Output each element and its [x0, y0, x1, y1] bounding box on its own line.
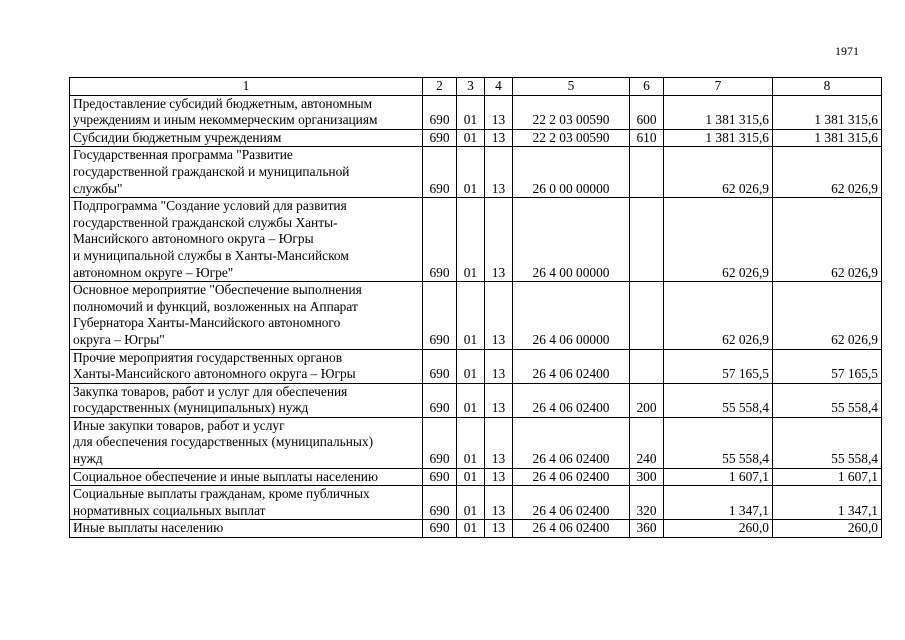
column-header-7: 7 — [664, 78, 773, 96]
subsection-cell: 13 — [485, 468, 513, 486]
expense-type-cell — [630, 282, 664, 349]
amount-col8-cell: 1 347,1 — [773, 486, 882, 520]
row-name-line: Иные выплаты населению — [73, 520, 224, 536]
row-name-line: Субсидии бюджетным учреждениям — [73, 129, 282, 145]
row-name-cell — [70, 147, 423, 198]
subsection-cell: 13 — [485, 383, 513, 417]
row-name-line: Иные закупки товаров, работ и услуг — [73, 417, 285, 433]
target-article-cell: 26 4 06 02400 — [513, 417, 630, 468]
row-name-line: учреждениям и иным некоммерческим организациям — [73, 112, 378, 128]
section-cell: 01 — [457, 198, 485, 282]
target-article-cell: 26 4 06 02400 — [513, 486, 630, 520]
table-row — [70, 417, 882, 468]
subsection-cell: 13 — [485, 282, 513, 349]
section-cell: 01 — [457, 349, 485, 383]
admin-code-cell: 690 — [423, 95, 457, 129]
row-name-line: Социальные выплаты гражданам, кроме публичных — [73, 486, 370, 502]
row-name-line: Предоставление субсидий бюджетным, автономным — [73, 95, 373, 111]
target-article-cell: 26 4 06 02400 — [513, 349, 630, 383]
admin-code-cell: 690 — [423, 129, 457, 147]
column-header-5: 5 — [513, 78, 630, 96]
table-row — [70, 520, 882, 538]
target-article-cell: 26 4 06 02400 — [513, 520, 630, 538]
row-name-cell — [70, 349, 423, 383]
subsection-cell: 13 — [485, 147, 513, 198]
expense-type-cell: 300 — [630, 468, 664, 486]
section-cell: 01 — [457, 383, 485, 417]
admin-code-cell: 690 — [423, 282, 457, 349]
amount-col8-cell: 62 026,9 — [773, 147, 882, 198]
section-cell: 01 — [457, 129, 485, 147]
column-header-2: 2 — [423, 78, 457, 96]
amount-col7-cell: 1 381 315,6 — [664, 95, 773, 129]
admin-code-cell: 690 — [423, 349, 457, 383]
subsection-cell: 13 — [485, 349, 513, 383]
expense-type-cell — [630, 198, 664, 282]
admin-code-cell: 690 — [423, 417, 457, 468]
admin-code-cell: 690 — [423, 468, 457, 486]
row-name-line: Подпрограмма "Создание условий для развития — [73, 198, 347, 214]
section-cell: 01 — [457, 520, 485, 538]
row-name-cell — [70, 198, 423, 282]
target-article-cell: 26 4 06 02400 — [513, 383, 630, 417]
amount-col7-cell: 1 347,1 — [664, 486, 773, 520]
row-name-cell — [70, 468, 423, 486]
column-header-1: 1 — [70, 78, 423, 96]
row-name-line: Мансийского автономного округа – Югры — [73, 231, 314, 247]
row-name-line: Социальное обеспечение и иные выплаты населению — [73, 468, 378, 484]
row-name-cell — [70, 282, 423, 349]
column-number-row — [70, 78, 882, 96]
expense-type-cell: 320 — [630, 486, 664, 520]
row-name-line: государственной гражданской и муниципальной — [73, 163, 350, 179]
amount-col7-cell: 1 607,1 — [664, 468, 773, 486]
row-name-line: и муниципальной службы в Ханты-Мансийском — [73, 247, 349, 263]
target-article-cell: 26 0 00 00000 — [513, 147, 630, 198]
admin-code-cell: 690 — [423, 147, 457, 198]
amount-col7-cell: 260,0 — [664, 520, 773, 538]
amount-col8-cell: 55 558,4 — [773, 417, 882, 468]
amount-col7-cell: 1 381 315,6 — [664, 129, 773, 147]
amount-col7-cell: 62 026,9 — [664, 198, 773, 282]
expense-type-cell: 610 — [630, 129, 664, 147]
section-cell: 01 — [457, 282, 485, 349]
row-name-line: службы" — [73, 180, 123, 196]
subsection-cell: 13 — [485, 417, 513, 468]
column-header-3: 3 — [457, 78, 485, 96]
section-cell: 01 — [457, 147, 485, 198]
row-name-line: нормативных социальных выплат — [73, 502, 266, 518]
row-name-line: государственной гражданской службы Ханты- — [73, 214, 338, 230]
amount-col7-cell: 55 558,4 — [664, 417, 773, 468]
table-row — [70, 349, 882, 383]
row-name-cell — [70, 129, 423, 147]
amount-col8-cell: 260,0 — [773, 520, 882, 538]
row-name-line: государственных (муниципальных) нужд — [73, 400, 309, 416]
row-name-cell — [70, 520, 423, 538]
target-article-cell: 26 4 00 00000 — [513, 198, 630, 282]
table-row — [70, 147, 882, 198]
row-name-cell — [70, 486, 423, 520]
table-row — [70, 468, 882, 486]
row-name-line: Губернатора Ханты-Мансийского автономного — [73, 315, 341, 331]
amount-col7-cell: 62 026,9 — [664, 147, 773, 198]
admin-code-cell: 690 — [423, 520, 457, 538]
subsection-cell: 13 — [485, 486, 513, 520]
expense-type-cell — [630, 147, 664, 198]
target-article-cell: 26 4 06 00000 — [513, 282, 630, 349]
amount-col8-cell: 57 165,5 — [773, 349, 882, 383]
row-name-cell — [70, 417, 423, 468]
amount-col8-cell: 55 558,4 — [773, 383, 882, 417]
column-header-8: 8 — [773, 78, 882, 96]
expense-type-cell: 200 — [630, 383, 664, 417]
expense-type-cell: 360 — [630, 520, 664, 538]
table-row — [70, 486, 882, 520]
section-cell: 01 — [457, 486, 485, 520]
table-row — [70, 95, 882, 129]
amount-col8-cell: 1 381 315,6 — [773, 129, 882, 147]
row-name-line: нужд — [73, 451, 103, 467]
expense-type-cell: 600 — [630, 95, 664, 129]
expense-type-cell — [630, 349, 664, 383]
amount-col8-cell: 1 607,1 — [773, 468, 882, 486]
amount-col8-cell: 62 026,9 — [773, 198, 882, 282]
amount-col7-cell: 55 558,4 — [664, 383, 773, 417]
expense-type-cell: 240 — [630, 417, 664, 468]
budget-table — [69, 77, 882, 538]
admin-code-cell: 690 — [423, 486, 457, 520]
row-name-line: Государственная программа "Развитие — [73, 147, 293, 163]
amount-col7-cell: 57 165,5 — [664, 349, 773, 383]
section-cell: 01 — [457, 95, 485, 129]
subsection-cell: 13 — [485, 520, 513, 538]
admin-code-cell: 690 — [423, 383, 457, 417]
subsection-cell: 13 — [485, 95, 513, 129]
subsection-cell: 13 — [485, 198, 513, 282]
table-row — [70, 383, 882, 417]
column-header-6: 6 — [630, 78, 664, 96]
amount-col8-cell: 1 381 315,6 — [773, 95, 882, 129]
page-number: 1971 — [835, 44, 859, 58]
row-name-line: полномочий и функций, возложенных на Аппарат — [73, 298, 358, 314]
amount-col8-cell: 62 026,9 — [773, 282, 882, 349]
row-name-line: для обеспечения государственных (муниципальных) — [73, 434, 374, 450]
table-row — [70, 282, 882, 349]
row-name-cell — [70, 95, 423, 129]
row-name-line: автономном округе – Югре" — [73, 264, 234, 280]
target-article-cell: 22 2 03 00590 — [513, 95, 630, 129]
amount-col7-cell: 62 026,9 — [664, 282, 773, 349]
row-name-line: округа – Югры" — [73, 331, 165, 347]
subsection-cell: 13 — [485, 129, 513, 147]
row-name-line: Ханты-Мансийского автономного округа – Югры — [73, 366, 356, 382]
target-article-cell: 26 4 06 02400 — [513, 468, 630, 486]
row-name-line: Закупка товаров, работ и услуг для обеспечения — [73, 383, 348, 399]
budget-table-body — [70, 78, 882, 538]
section-cell: 01 — [457, 468, 485, 486]
table-row — [70, 129, 882, 147]
target-article-cell: 22 2 03 00590 — [513, 129, 630, 147]
table-row — [70, 198, 882, 282]
column-header-4: 4 — [485, 78, 513, 96]
row-name-line: Основное мероприятие "Обеспечение выполнения — [73, 282, 362, 298]
admin-code-cell: 690 — [423, 198, 457, 282]
row-name-line: Прочие мероприятия государственных органов — [73, 349, 343, 365]
row-name-cell — [70, 383, 423, 417]
section-cell: 01 — [457, 417, 485, 468]
